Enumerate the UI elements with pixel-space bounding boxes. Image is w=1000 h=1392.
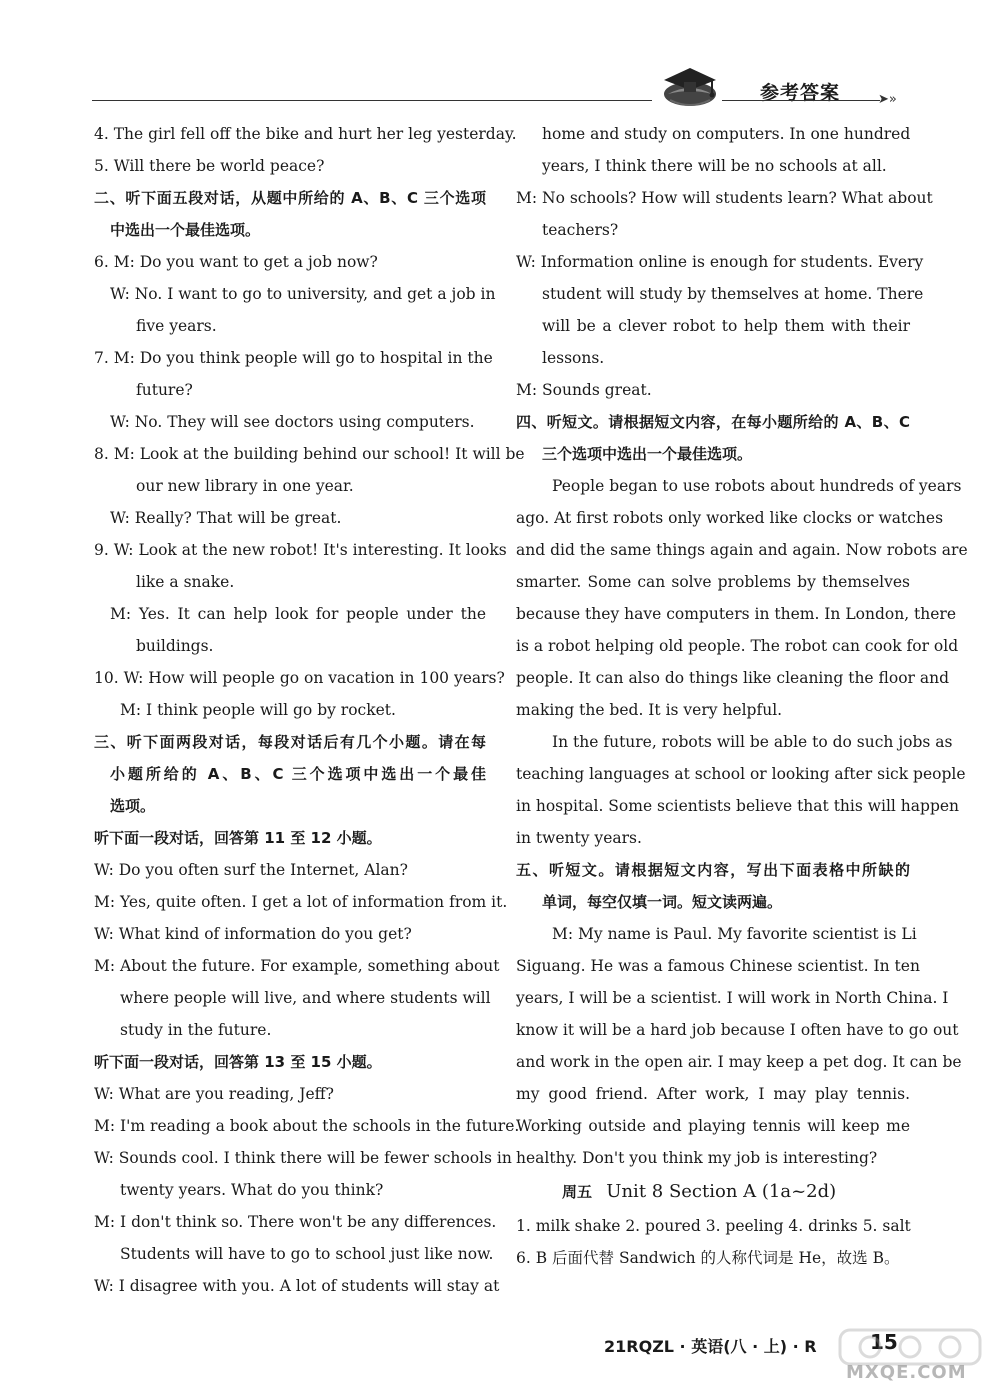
- passage-line: teaching languages at school or looking after sick people: [516, 765, 966, 783]
- dialogue-line: W: What are you reading, Jeff?: [94, 1085, 334, 1103]
- dialogue-line: years, I think there will be no schools at all.: [542, 157, 887, 175]
- section-heading: 中选出一个最佳选项。: [110, 221, 261, 239]
- dialogue-line: W: I disagree with you. A lot of students will stay at: [94, 1277, 500, 1295]
- passage-line: People began to use robots about hundreds of years: [552, 477, 962, 495]
- dialogue-line: M: Yes. It can help look for people under the: [110, 605, 486, 623]
- sub-instruction: 听下面一段对话，回答第 13 至 15 小题。: [94, 1053, 382, 1071]
- section-day: 周五: [562, 1183, 593, 1201]
- page-number: 15: [870, 1330, 898, 1354]
- section-heading: 单词，每空仅填一词。短文读两遍。: [542, 893, 783, 911]
- section-unit: Unit 8 Section A (1a~2d): [606, 1181, 837, 1202]
- dialogue-line: buildings.: [136, 637, 214, 655]
- dialogue-line: study in the future.: [120, 1021, 272, 1039]
- passage-line: my good friend. After work, I may play tennis.: [516, 1085, 910, 1103]
- passage-line: in twenty years.: [516, 829, 642, 847]
- passage-line: people. It can also do things like cleaning the floor and: [516, 669, 950, 687]
- dialogue-line: 9. W: Look at the new robot! It's interesting. It looks: [94, 541, 507, 559]
- header-rule-right: [722, 100, 880, 101]
- dialogue-line: W: Do you often surf the Internet, Alan?: [94, 861, 408, 879]
- passage-line: Working outside and playing tennis will keep me: [516, 1117, 910, 1135]
- section-title: [516, 1174, 910, 1210]
- passage-line: ago. At first robots only worked like clocks or watches: [516, 509, 944, 527]
- dialogue-line: where people will live, and where students will: [120, 989, 491, 1007]
- dialogue-line: W: No. They will see doctors using computers.: [110, 413, 475, 431]
- dialogue-line: M: I don't think so. There won't be any differences.: [94, 1213, 497, 1231]
- section-heading: 三个选项中选出一个最佳选项。: [542, 445, 753, 463]
- dialogue-line: future?: [136, 381, 193, 399]
- dialogue-line: our new library in one year.: [136, 477, 354, 495]
- dialogue-line: five years.: [136, 317, 217, 335]
- dialogue-line: M: Sounds great.: [516, 381, 652, 399]
- dialogue-line: teachers?: [542, 221, 619, 239]
- left-column: [94, 118, 525, 1302]
- passage-line: and work in the open air. I may keep a pet dog. It can be: [516, 1053, 962, 1071]
- dialogue-line: 6. M: Do you want to get a job now?: [94, 253, 378, 271]
- passage-line: making the bed. It is very helpful.: [516, 701, 783, 719]
- dialogue-line: student will study by themselves at home. There: [542, 285, 924, 303]
- passage-line: In the future, robots will be able to do such jobs as: [552, 733, 953, 751]
- passage-line: because they have computers in them. In London, there: [516, 605, 957, 623]
- passage-line: smarter. Some can solve problems by themselves: [516, 573, 910, 591]
- arrow-icon: ➤»: [878, 92, 897, 107]
- dialogue-line: twenty years. What do you think?: [120, 1181, 384, 1199]
- answer-line: 6. B 后面代替 Sandwich 的人称代词是 He，故选 B。: [516, 1249, 900, 1267]
- dialogue-line: 10. W: How will people go on vacation in 100 years?: [94, 669, 505, 687]
- section-heading: 选项。: [110, 797, 156, 815]
- dialogue-line: 7. M: Do you think people will go to hospital in the: [94, 349, 493, 367]
- passage-line: is a robot helping old people. The robot can cook for old: [516, 637, 959, 655]
- footer-code: 21RQZL · 英语(八 · 上) · R: [604, 1337, 817, 1356]
- dialogue-line: like a snake.: [136, 573, 235, 591]
- section-heading: 四、听短文。请根据短文内容，在每小题所给的 A、B、C: [516, 413, 910, 431]
- dialogue-line: M: Yes, quite often. I get a lot of information from it.: [94, 893, 508, 911]
- dialogue-line: M: I think people will go by rocket.: [120, 701, 396, 719]
- sub-instruction: 听下面一段对话，回答第 11 至 12 小题。: [94, 829, 382, 847]
- dialogue-line: M: No schools? How will students learn? What about: [516, 189, 933, 207]
- header-title: 参考答案: [760, 82, 841, 104]
- dialogue-line: lessons.: [542, 349, 605, 367]
- passage-line: years, I will be a scientist. I will work in North China. I: [516, 989, 949, 1007]
- dialogue-line: W: Sounds cool. I think there will be fewer schools in: [94, 1149, 512, 1167]
- right-column: [516, 118, 968, 1274]
- dialogue-line: M: About the future. For example, something about: [94, 957, 500, 975]
- passage-line: Siguang. He was a famous Chinese scientist. In ten: [516, 957, 920, 975]
- dialogue-line: Students will have to go to school just like now.: [120, 1245, 494, 1263]
- dialogue-line: home and study on computers. In one hundred: [542, 125, 911, 143]
- dialogue-line: W: What kind of information do you get?: [94, 925, 412, 943]
- dialogue-line: M: I'm reading a book about the schools in the future.: [94, 1117, 520, 1135]
- watermark-text: MXQE.COM: [846, 1362, 967, 1383]
- section-heading: 小题所给的 A、B、C 三个选项中选出一个最佳: [110, 765, 486, 783]
- passage-line: in hospital. Some scientists believe that this will happen: [516, 797, 960, 815]
- section-heading: 二、听下面五段对话，从题中所给的 A、B、C 三个选项: [94, 189, 486, 207]
- passage-line: healthy. Don't you think my job is interesting?: [516, 1149, 878, 1167]
- graduation-cap-book-icon: [660, 64, 720, 112]
- text-line: 5. Will there be world peace?: [94, 157, 325, 175]
- text-line: 4. The girl fell off the bike and hurt her leg yesterday.: [94, 125, 517, 143]
- passage-line: know it will be a hard job because I often have to go out: [516, 1021, 959, 1039]
- section-heading: 三、听下面两段对话，每段对话后有几个小题。请在每: [94, 733, 486, 751]
- section-heading: 五、听短文。请根据短文内容，写出下面表格中所缺的: [516, 861, 910, 879]
- dialogue-line: 8. M: Look at the building behind our school! It will be: [94, 445, 525, 463]
- answer-line: 1. milk shake 2. poured 3. peeling 4. drinks 5. salt: [516, 1217, 911, 1235]
- dialogue-line: W: No. I want to go to university, and get a job in: [110, 285, 496, 303]
- dialogue-line: W: Really? That will be great.: [110, 509, 342, 527]
- passage-line: and did the same things again and again. Now robots are: [516, 541, 968, 559]
- header-rule-left: [92, 100, 652, 101]
- dialogue-line: will be a clever robot to help them with their: [542, 317, 910, 335]
- dialogue-line: W: Information online is enough for students. Every: [516, 253, 924, 271]
- passage-line: M: My name is Paul. My favorite scientist is Li: [552, 925, 917, 943]
